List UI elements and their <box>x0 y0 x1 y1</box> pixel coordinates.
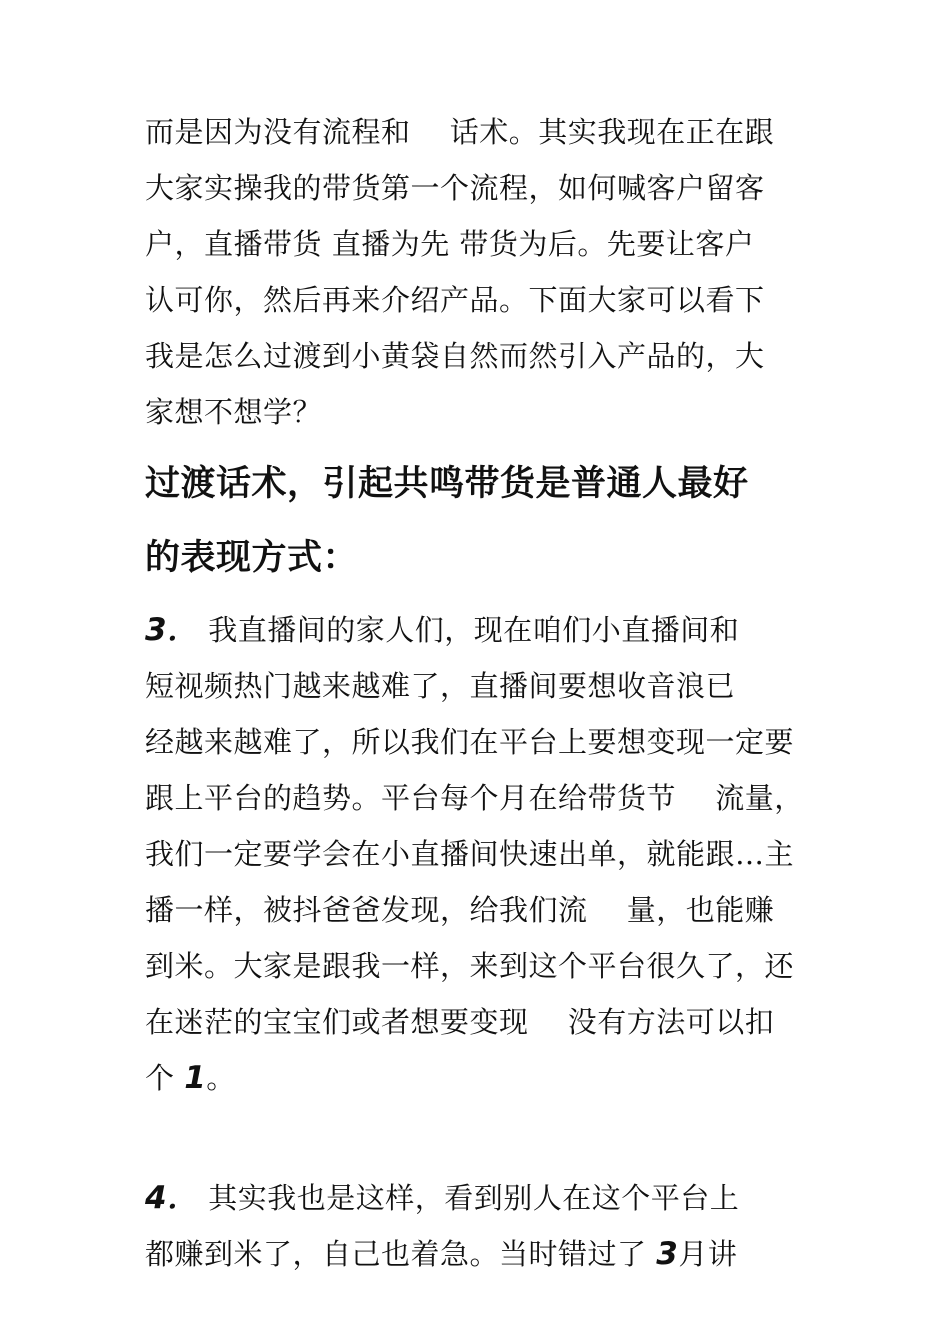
text-line <box>145 1226 835 1282</box>
text-line: 户，直播带货 直播为先 带货为后。先要让客户 <box>145 227 755 261</box>
text-line <box>145 1170 835 1226</box>
heading-line: 过渡话术，引起共鸣带货是普通人最好 <box>145 464 749 504</box>
text-segment: 。 <box>206 1061 236 1095</box>
item-3-paragraph <box>145 602 835 1106</box>
section-heading <box>145 447 835 595</box>
text-line: 跟上平台的趋势。平台每个月在给带货节 流量， <box>145 781 804 815</box>
text-line: 播一样，被抖爸爸发现，给我们流 量，也能赚 <box>145 893 775 927</box>
text-line: 经越来越难了，所以我们在平台上要想变现一定要 <box>145 725 795 759</box>
text-segment: 我直播间的家人们，现在咱们小直播间和 <box>208 613 740 647</box>
text-line: 我们一定要学会在小直播间快速出单，就能跟…主 <box>145 837 795 871</box>
text-line <box>145 602 835 658</box>
text-line: 家想不想学？ <box>145 395 323 429</box>
intro-paragraph <box>145 104 835 440</box>
text-line: 在迷茫的宝宝们或者想要变现 没有方法可以扣 <box>145 1005 775 1039</box>
text-segment: 其实我也是这样，看到别人在这个平台上 <box>208 1181 740 1215</box>
text-line: 到米。大家是跟我一样，来到这个平台很久了，还 <box>145 949 795 983</box>
inline-number: 1 <box>184 1060 207 1096</box>
text-line: 大家实操我的带货第一个流程，如何喊客户留客 <box>145 171 765 205</box>
item-number: 3． <box>145 612 199 648</box>
inline-number: 3 <box>656 1236 679 1272</box>
text-line <box>145 1050 835 1106</box>
text-segment: 都赚到米了，自己也着急。当时错过了 <box>145 1237 657 1271</box>
heading-line: 的表现方式： <box>145 538 359 578</box>
text-line: 短视频热门越来越难了，直播间要想收音浪已 <box>145 669 736 703</box>
text-line: 我是怎么过渡到小黄袋自然而然引入产品的，大 <box>145 339 765 373</box>
item-4-paragraph <box>145 1170 835 1282</box>
text-line: 认可你，然后再来介绍产品。下面大家可以看下 <box>145 283 765 317</box>
text-segment: 个 <box>145 1061 185 1095</box>
text-line: 而是因为没有流程和 话术。其实我现在正在跟 <box>145 115 775 149</box>
text-segment: 月讲 <box>678 1237 738 1271</box>
item-number: 4． <box>145 1180 199 1216</box>
